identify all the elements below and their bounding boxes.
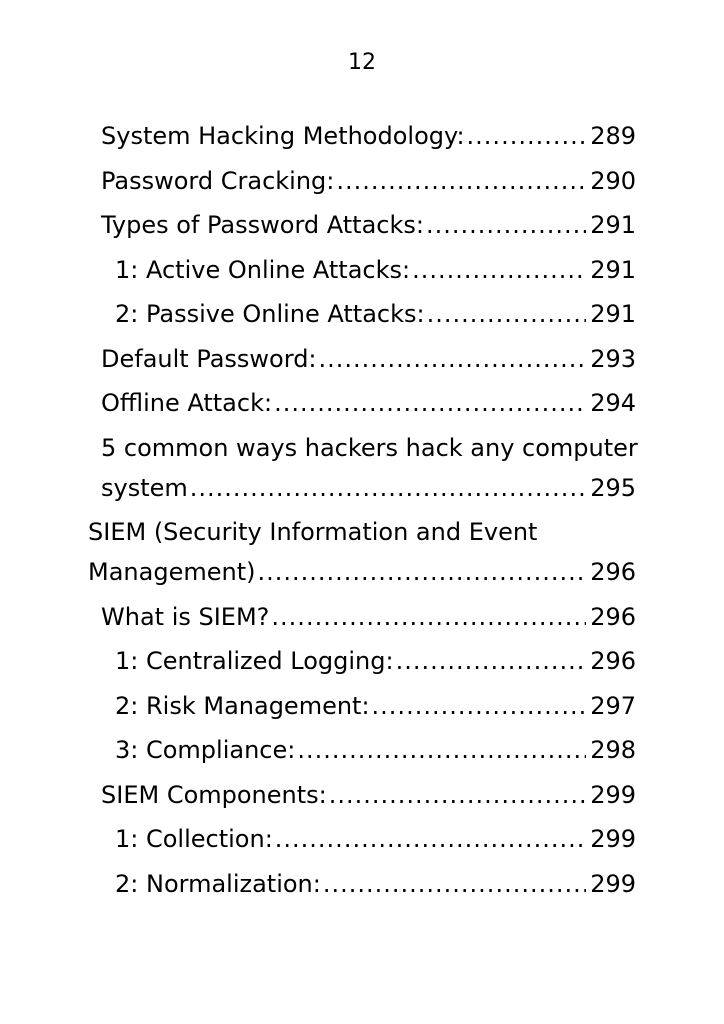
toc-entry[interactable] [101,339,724,379]
toc-entry[interactable] [115,730,724,770]
toc-entry[interactable] [115,294,724,334]
dot-leader [372,686,587,726]
toc-entry-page: 291 [590,255,636,284]
toc-entry-page: 295 [590,473,636,502]
toc-entry-title: What is SIEM? [101,602,270,631]
toc-entry-title-line-2: Management) [88,558,256,586]
toc-entry-page: 299 [590,825,636,853]
toc-entry-page: 291 [590,300,636,328]
toc-entry-title-line-2: system [101,473,188,502]
toc-entry[interactable] [101,116,724,156]
toc-entry[interactable] [101,597,724,637]
toc-entry[interactable] [88,512,724,592]
dot-leader [329,775,586,815]
toc-entry[interactable] [115,250,724,290]
toc-entry[interactable] [115,864,724,904]
dot-leader [297,730,586,770]
toc-entry[interactable] [115,686,724,726]
toc-entry-title: 1: Centralized Logging: [115,647,394,675]
toc-entry[interactable] [115,641,724,681]
toc-entry-page: 296 [590,602,636,631]
toc-entry-page: 289 [590,122,636,150]
toc-entry[interactable] [101,161,724,201]
toc-entry-title: Default Password: [101,344,317,373]
toc-entry-title: 2: Passive Online Attacks: [115,300,425,328]
page-number: 12 [348,50,376,75]
toc-entry[interactable] [101,775,724,815]
dot-leader [257,552,586,592]
toc-entry-page: 296 [590,647,636,675]
toc-entry-title: 2: Normalization: [115,869,321,898]
toc-entry-page: 293 [590,344,636,373]
toc-entry[interactable] [101,383,724,423]
toc-entry-title-line-1: 5 common ways hackers hack any computer [101,433,638,462]
toc-entry-title: 2: Risk Management: [115,691,370,720]
dot-leader [467,116,587,156]
toc-entry-title: 1: Active Online Attacks: [115,255,411,284]
dot-leader [336,161,586,201]
dot-leader [412,250,586,290]
toc-entry-title: Password Cracking: [101,166,335,195]
toc-entry-title: SIEM Components: [101,780,327,809]
dot-leader [427,294,587,334]
table-of-contents [0,116,724,908]
dot-leader [190,468,586,508]
dot-leader [271,597,586,637]
toc-entry-title-line-1: SIEM (Security Information and Event [88,518,538,546]
toc-entry-page: 299 [590,869,636,898]
toc-entry-page: 290 [590,166,636,195]
toc-entry-page: 296 [590,558,636,586]
dot-leader [396,641,587,681]
toc-entry-title: Offline Attack: [101,389,273,417]
toc-entry-title: Types of Password Attacks: [101,211,424,239]
toc-entry[interactable] [101,205,724,245]
toc-entry-page: 299 [590,780,636,809]
toc-entry-page: 291 [590,211,636,239]
toc-entry-page: 297 [590,691,636,720]
toc-entry-title: 1: Collection: [115,825,273,853]
toc-entry[interactable] [115,819,724,859]
toc-entry-page: 298 [590,736,636,764]
toc-entry[interactable] [101,428,724,508]
dot-leader [319,339,587,379]
toc-entry-page: 294 [590,389,636,417]
dot-leader [323,864,586,904]
toc-entry-title: System Hacking Methodology: [101,122,465,150]
dot-leader [274,383,586,423]
toc-entry-title: 3: Compliance: [115,736,296,764]
dot-leader [275,819,586,859]
dot-leader [426,205,586,245]
